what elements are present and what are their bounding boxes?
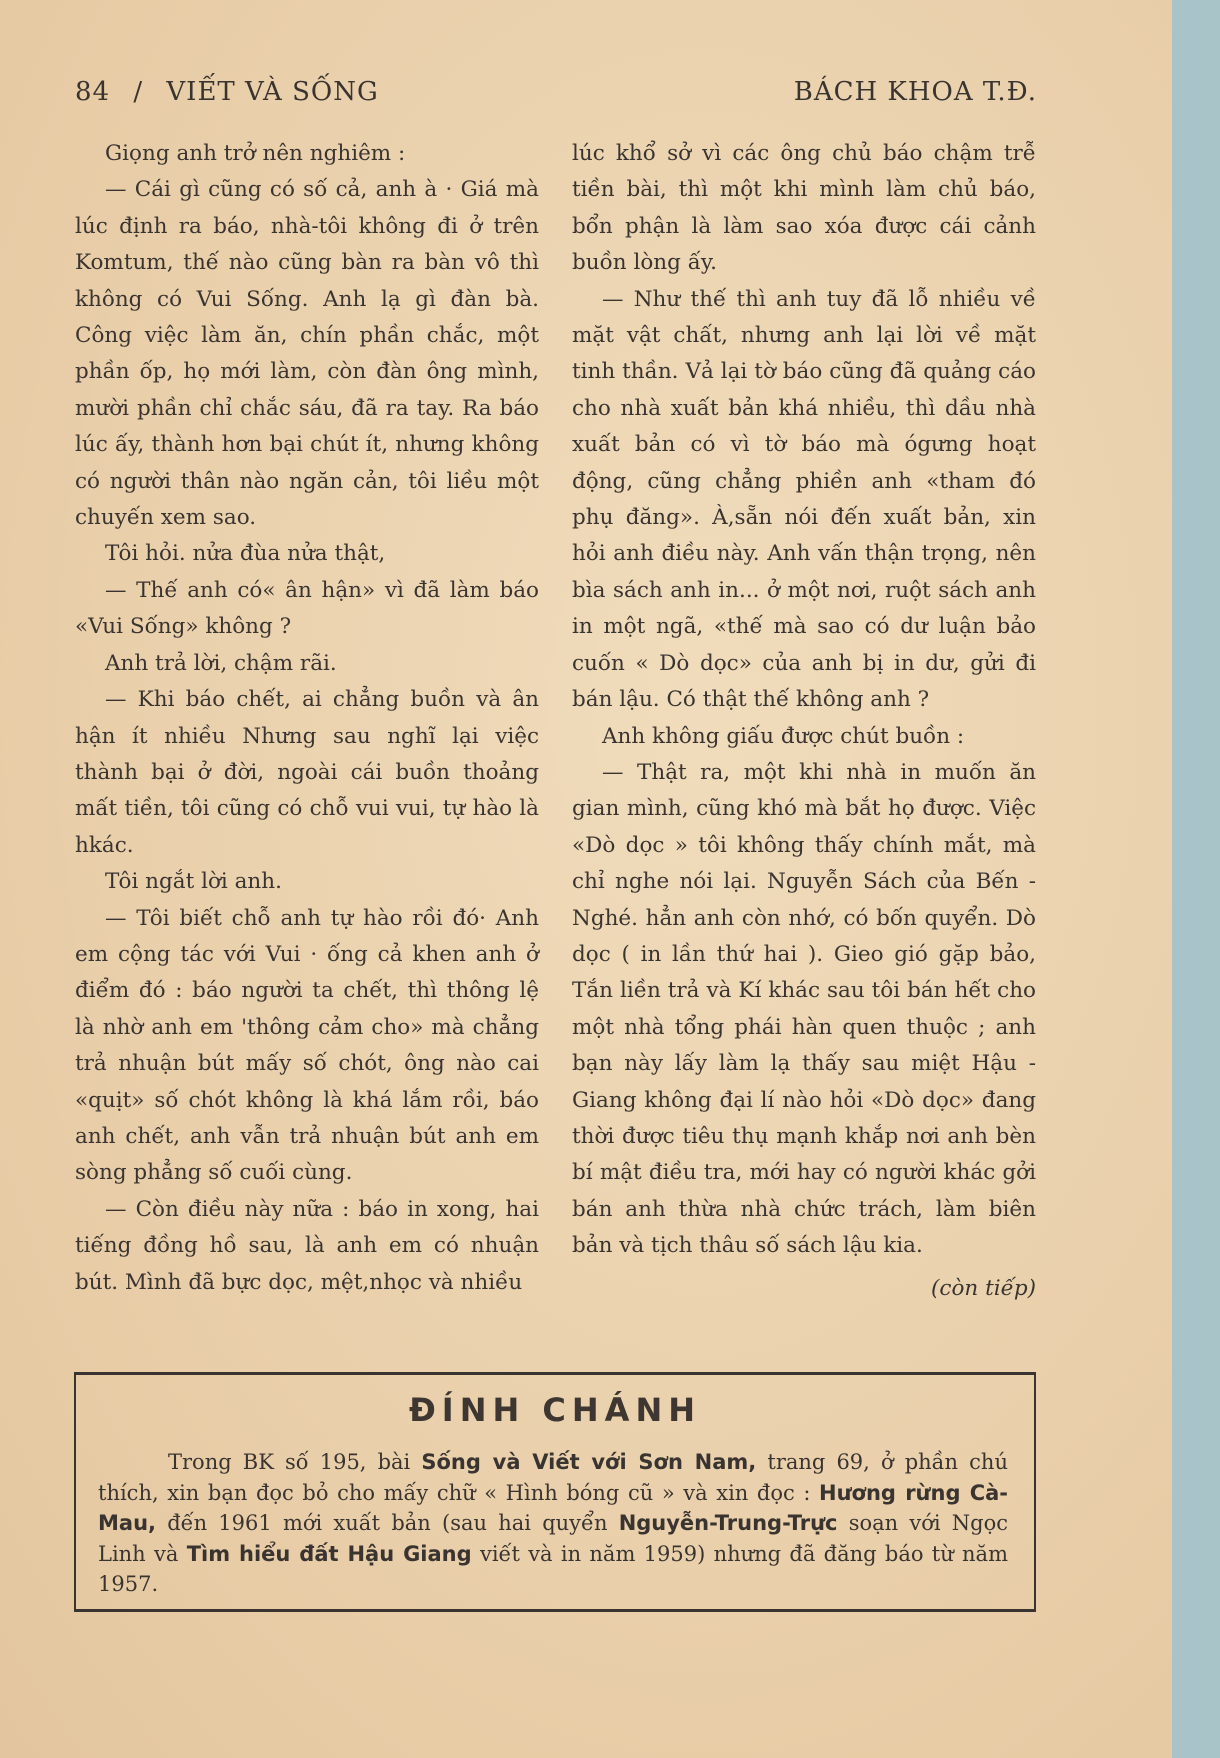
erratum-text-part: đến 1961 mới xuất bản (sau hai quyển bbox=[167, 1511, 608, 1535]
right-column bbox=[572, 136, 1036, 1307]
paragraph: Tôi ngắt lời anh. bbox=[105, 869, 282, 895]
erratum-text-part: soạn với Ngọc Linh và bbox=[98, 1511, 1009, 1566]
paragraph: — Thật ra, một khi nhà in muốn ăn gian mình, cũng khó mà bắt họ được. Việc «Dò dọc » tôi không thấy chính mắt, mà chỉ nghe nói lại. Nguyễn Sách của Bến - Nghé. hẳn anh còn nhớ, có bốn quyển. Dò dọc ( in lần thứ hai ). Gieo gió gặp bảo, Tắn liền trả và Kí khác sau tôi bán hết cho một nhà tổng phái hàn quen thuộc ; anh bạn này lấy làm lạ thấy sau miệt Hậu - Giang không đại lí nào hỏi «Dò dọc» đang thời được tiêu thụ mạnh khắp nơi anh bèn bí mật điều tra, mới hay có người khác gởi bán anh thừa nhà chức trách, làm biên bản và tịch thâu số sách lậu kia. bbox=[572, 759, 1036, 1259]
paragraph: — Thế anh có« ân hận» vì đã làm báo «Vui Sống» không ? bbox=[75, 577, 539, 640]
header-separator: / bbox=[133, 77, 144, 107]
header-left bbox=[75, 77, 393, 107]
paragraph: Anh trả lời, chậm rãi. bbox=[105, 650, 337, 676]
paragraph: — Cái gì cũng có số cả, anh à · Giá mà lúc định ra báo, nhà-tôi không đi ở trên Komtum, thế nào cũng bàn ra bàn vô thì không có Vui Sống. Anh lạ gì đàn bà. Công việc làm ăn, chín phần chắc, một phần ốp, họ mới làm, còn đàn ông mình, mười phần chỉ chắc sáu, đã ra tay. Ra báo lúc ấy, thành hơn bại chút ít, nhưng không có người thân nào ngăn cản, tôi liều một chuyến xem sao. bbox=[75, 177, 539, 531]
erratum-text-part: viết và in năm 1959) nhưng đã đăng báo từ năm 1957. bbox=[98, 1541, 1008, 1596]
paragraph: — Tôi biết chỗ anh tự hào rồi đó· Anh em cộng tác với Vui · ống cả khen anh ở điểm đó : báo người ta chết, thì thông lệ là nhờ anh em 'thông cảm cho» mà chẳng trả nhuận bút mấy số chót, ông nào cai «quịt» số chót không là khá lắm rồi, báo anh chết, anh vẫn trả nhuận bút anh em sòng phẳng số cuối cùng. bbox=[75, 905, 539, 1186]
paragraph: Tôi hỏi. nửa đùa nửa thật, bbox=[105, 541, 386, 567]
paragraph: — Còn điều này nữa : báo in xong, hai tiếng đồng hồ sau, là anh em có nhuận bút. Mình đã bực dọc, mệt,nhọc và nhiều bbox=[75, 1196, 539, 1295]
section-title: VIẾT VÀ SỐNG bbox=[166, 77, 379, 107]
continued-note: (còn tiếp) bbox=[931, 1275, 1036, 1301]
erratum-text-part: trang 69, ở phần chú thích, xin bạn đọc bỏ cho mấy chữ « Hình bóng cũ » và xin đọc : bbox=[98, 1450, 1008, 1505]
book-title: Hương rừng Cà-Mau, bbox=[98, 1480, 1008, 1535]
paragraph: Giọng anh trở nên nghiêm : bbox=[105, 141, 406, 166]
book-title: Tìm hiểu đất Hậu Giang bbox=[186, 1541, 472, 1566]
paragraph: — Như thế thì anh tuy đã lỗ nhiều về mặt vật chất, nhưng anh lại lời về mặt tinh thần. Vả lại tờ báo cũng đã quảng cáo cho nhà xuất bản khá nhiều, thì dầu nhà xuất bản có vì tờ báo mà ógưng hoạt động, cũng chẳng phiền anh «tham đó phụ đăng». À,sẵn nói đến xuất bản, xin hỏi anh điều này. Anh vấn thận trọng, nên bìa sách anh in... ở một nơi, ruột sách anh in một ngã, «thế mà sao có dư luận bảo cuốn « Dò dọc» của anh bị in dư, gửi đi bán lậu. Có thật thế không anh ? bbox=[572, 286, 1036, 713]
erratum-text-part: Trong BK số 195, bài bbox=[168, 1450, 411, 1474]
erratum-text bbox=[98, 1447, 1008, 1600]
page-header bbox=[75, 70, 1037, 114]
erratum-box bbox=[74, 1372, 1036, 1612]
left-column bbox=[75, 136, 539, 1301]
book-title: Nguyễn-Trung-Trực bbox=[618, 1511, 838, 1535]
paragraph: — Khi báo chết, ai chẳng buồn và ân hận ít nhiều Nhưng sau nghĩ lại việc thành bại ở đời, ngoài cái buồn thoảng mất tiền, tôi cũng có chỗ vui vui, tự hào là hkác. bbox=[75, 687, 539, 858]
page-number: 84 bbox=[75, 77, 111, 107]
paragraph: Anh không giấu được chút buồn : bbox=[602, 723, 965, 749]
paragraph: lúc khổ sở vì các ông chủ báo chậm trễ tiền bài, thì một khi mình làm chủ báo, bổn phận là làm sao xóa được cái cảnh buồn lòng ấy. bbox=[572, 141, 1036, 276]
erratum-title: ĐÍNH CHÁNH bbox=[408, 1391, 701, 1429]
magazine-name: BÁCH KHOA T.Đ. bbox=[793, 77, 1037, 107]
article-title: Sống và Viết với Sơn Nam, bbox=[421, 1450, 757, 1474]
